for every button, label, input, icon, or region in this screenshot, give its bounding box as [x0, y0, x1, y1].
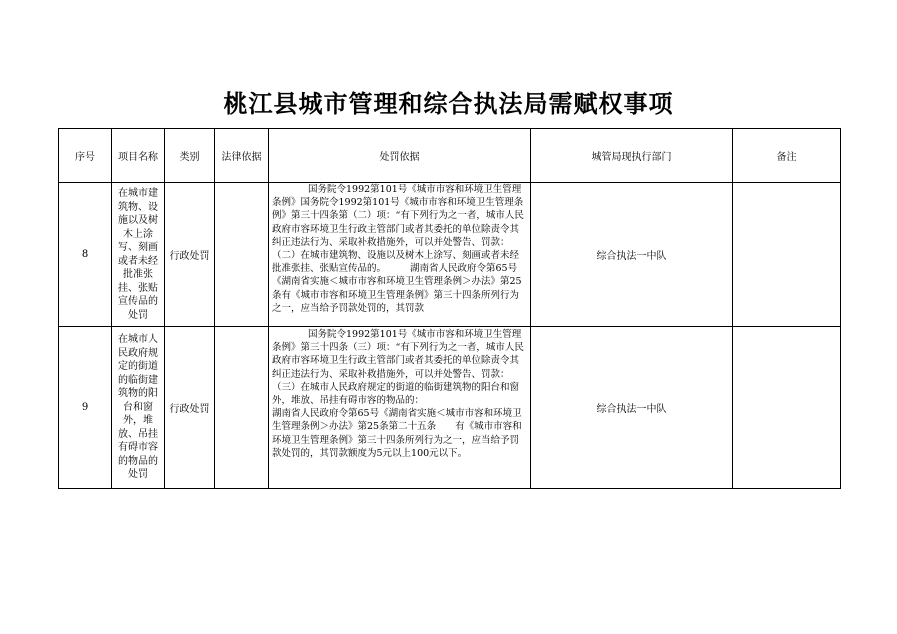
header-penalty-basis: 处罚依据: [269, 129, 531, 183]
header-remark: 备注: [733, 129, 841, 183]
authorization-table: [58, 128, 841, 489]
header-seq: 序号: [59, 129, 112, 183]
table-row: [59, 327, 841, 489]
table-row: [59, 183, 841, 327]
header-legal-basis: 法律依据: [215, 129, 269, 183]
cell-name: 在城市人民政府规定的街道的临街建筑物的阳台和窗外，堆放、吊挂有碍市容的物品的处罚: [112, 327, 165, 489]
header-dept: 城管局现执行部门: [531, 129, 733, 183]
cell-dept: 综合执法一中队: [531, 183, 733, 327]
page-title: 桃江县城市管理和综合执法局需赋权事项: [223, 90, 674, 118]
cell-remark: [733, 183, 841, 327]
cell-category: 行政处罚: [165, 327, 215, 489]
cell-name: 在城市建筑物、设施以及树木上涂写、刻画或者未经批准张挂、张贴宣传品的处罚: [112, 183, 165, 327]
cell-penalty-basis: [269, 327, 531, 489]
basis-para-1: 国务院令1992第101号《城市市容和环境卫生管理条例》国务院令1992第101号《城市市容和环境卫生管理条例》第三十四条第（二）项：“有下列行为之一者，城市人民政府市容环境卫生行政主管部门或者其委托的单位除责令其纠正违法行为、采取补救措施外，可以并处警告、罚款：（二）在城市建筑物、设施以及树木上涂写、刻画或者未经批准张挂、张贴宣传品的。: [272, 184, 524, 275]
cell-seq: 8: [59, 183, 112, 327]
header-category: 类别: [165, 129, 215, 183]
cell-penalty-basis: [269, 183, 531, 327]
basis-para-2: 湖南省人民政府令第65号《湖南省实施＜城市市容和环境卫生管理条例＞办法》第25条第二十五条 有《城市市容和环境卫生管理条例》第三十四条所列行为之一，应当给予罚款处罚的，其罚款额度为5元以上100元以下。: [272, 408, 522, 459]
cell-dept: 综合执法一中队: [531, 327, 733, 489]
header-row: [59, 129, 841, 183]
cell-seq: 9: [59, 327, 112, 489]
cell-legal-basis: [215, 327, 269, 489]
cell-remark: [733, 327, 841, 489]
cell-legal-basis: [215, 183, 269, 327]
basis-para-2: 湖南省人民政府令第65号《湖南省实施＜城市市容和环境卫生管理条例＞办法》第25条有《城市市容和环境卫生管理条例》第三十四条所列行为之一，应当给予罚款处罚的，其罚款: [272, 263, 522, 314]
cell-category: 行政处罚: [165, 183, 215, 327]
basis-para-1: 国务院令1992第101号《城市市容和环境卫生管理条例》第三十四条（三）项：“有下列行为之一者，城市人民政府市容环境卫生行政主管部门或者其委托的单位除责令其纠正违法行为、采取补救措施外，可以并处警告、罚款：（三）在城市人民政府规定的街道的临街建筑物的阳台和窗外，堆放、吊挂有碍市容的物品的：: [272, 329, 524, 407]
header-name: 项目名称: [112, 129, 165, 183]
